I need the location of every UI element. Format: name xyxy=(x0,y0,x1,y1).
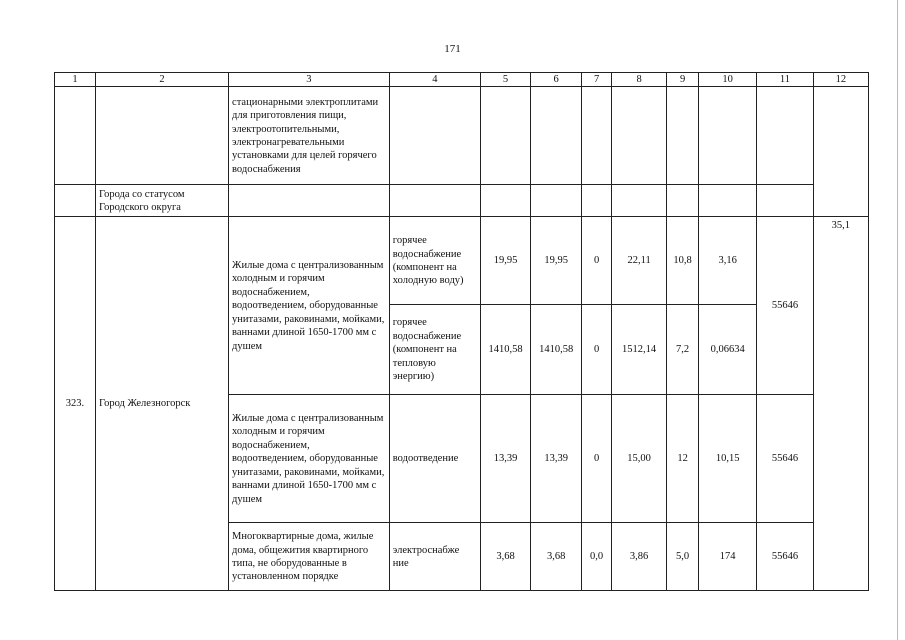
value-cell: 55646 xyxy=(757,523,813,591)
value-cell: 3,16 xyxy=(698,217,756,305)
section-title-cell: Города со статусом Городского округа xyxy=(95,185,228,217)
value-cell: 10,15 xyxy=(698,395,756,523)
empty-cell xyxy=(698,185,756,217)
empty-cell xyxy=(531,185,582,217)
empty-cell xyxy=(582,185,612,217)
value-cell: 0,06634 xyxy=(698,305,756,395)
empty-cell xyxy=(95,87,228,185)
header-cell: 7 xyxy=(582,73,612,87)
header-cell: 12 xyxy=(813,73,868,87)
page-edge-line xyxy=(897,0,898,640)
page-number: 171 xyxy=(444,43,461,55)
empty-cell xyxy=(757,87,813,185)
service-cell: горячее водоснабжение (компонент на тепловую энергию) xyxy=(389,305,480,395)
service-cell: горячее водоснабжение (компонент на холодную воду) xyxy=(389,217,480,305)
service-cell: водоотведение xyxy=(389,395,480,523)
header-row xyxy=(55,73,869,87)
value-cell: 10,8 xyxy=(667,217,699,305)
header-cell: 10 xyxy=(698,73,756,87)
header-cell: 8 xyxy=(611,73,666,87)
value-cell: 0 xyxy=(582,395,612,523)
municipality-cell: Город Железногорск xyxy=(95,217,228,591)
header-cell: 9 xyxy=(667,73,699,87)
empty-cell xyxy=(480,185,530,217)
header-cell: 4 xyxy=(389,73,480,87)
empty-cell xyxy=(389,87,480,185)
value-cell: 3,68 xyxy=(480,523,530,591)
value-cell: 1410,58 xyxy=(480,305,530,395)
empty-cell xyxy=(55,87,96,185)
value-cell: 22,11 xyxy=(611,217,666,305)
empty-cell xyxy=(698,87,756,185)
empty-cell xyxy=(55,185,96,217)
table-row xyxy=(55,217,869,305)
empty-cell xyxy=(667,87,699,185)
value-cell: 0 xyxy=(582,305,612,395)
value-cell: 0,0 xyxy=(582,523,612,591)
value-cell: 1512,14 xyxy=(611,305,666,395)
value-cell: 55646 xyxy=(757,395,813,523)
header-cell: 11 xyxy=(757,73,813,87)
header-cell: 6 xyxy=(531,73,582,87)
value-cell: 19,95 xyxy=(531,217,582,305)
value-cell: 19,95 xyxy=(480,217,530,305)
value-cell: 3,86 xyxy=(611,523,666,591)
value-cell: 1410,58 xyxy=(531,305,582,395)
continuation-row xyxy=(55,87,869,185)
value-cell: 12 xyxy=(667,395,699,523)
empty-cell xyxy=(667,185,699,217)
service-cell: электроснабже ние xyxy=(389,523,480,591)
empty-cell xyxy=(611,87,666,185)
consumer-category-cell: Жилые дома с централизованным холодным и горячим водоснабжением, водоотведением, оборудованные унитазами, раковинами, мойками, ваннами длиной 1650-1700 мм с душем xyxy=(229,217,390,395)
entry-number-cell: 323. xyxy=(55,217,96,591)
empty-cell xyxy=(757,185,813,217)
empty-cell xyxy=(611,185,666,217)
col12-value-cell: 35,1 xyxy=(813,217,868,591)
header-cell: 3 xyxy=(229,73,390,87)
value-cell: 13,39 xyxy=(480,395,530,523)
value-cell: 7,2 xyxy=(667,305,699,395)
consumer-category-cell: Жилые дома с централизованным холодным и горячим водоснабжением, водоотведением, оборудованные унитазами, раковинами, мойками, ваннами длиной 1650-1700 мм с душем xyxy=(229,395,390,523)
value-cell: 3,68 xyxy=(531,523,582,591)
empty-cell xyxy=(813,87,868,217)
empty-cell xyxy=(582,87,612,185)
value-cell: 5,0 xyxy=(667,523,699,591)
header-cell: 2 xyxy=(95,73,228,87)
empty-cell xyxy=(229,185,390,217)
section-row xyxy=(55,185,869,217)
value-cell: 15,00 xyxy=(611,395,666,523)
consumer-category-cell: Многоквартирные дома, жилые дома, общежития квартирного типа, не оборудованные в установленном порядке xyxy=(229,523,390,591)
value-cell: 174 xyxy=(698,523,756,591)
header-cell: 1 xyxy=(55,73,96,87)
value-cell: 55646 xyxy=(757,217,813,395)
empty-cell xyxy=(480,87,530,185)
empty-cell xyxy=(531,87,582,185)
value-cell: 0 xyxy=(582,217,612,305)
empty-cell xyxy=(389,185,480,217)
consumer-category-cell: стационарными электроплитами для приготовления пищи, электроотопительными, электронагревательными установками для целей горячего водоснабжения xyxy=(229,87,390,185)
tariff-table xyxy=(54,72,869,591)
header-cell: 5 xyxy=(480,73,530,87)
value-cell: 13,39 xyxy=(531,395,582,523)
